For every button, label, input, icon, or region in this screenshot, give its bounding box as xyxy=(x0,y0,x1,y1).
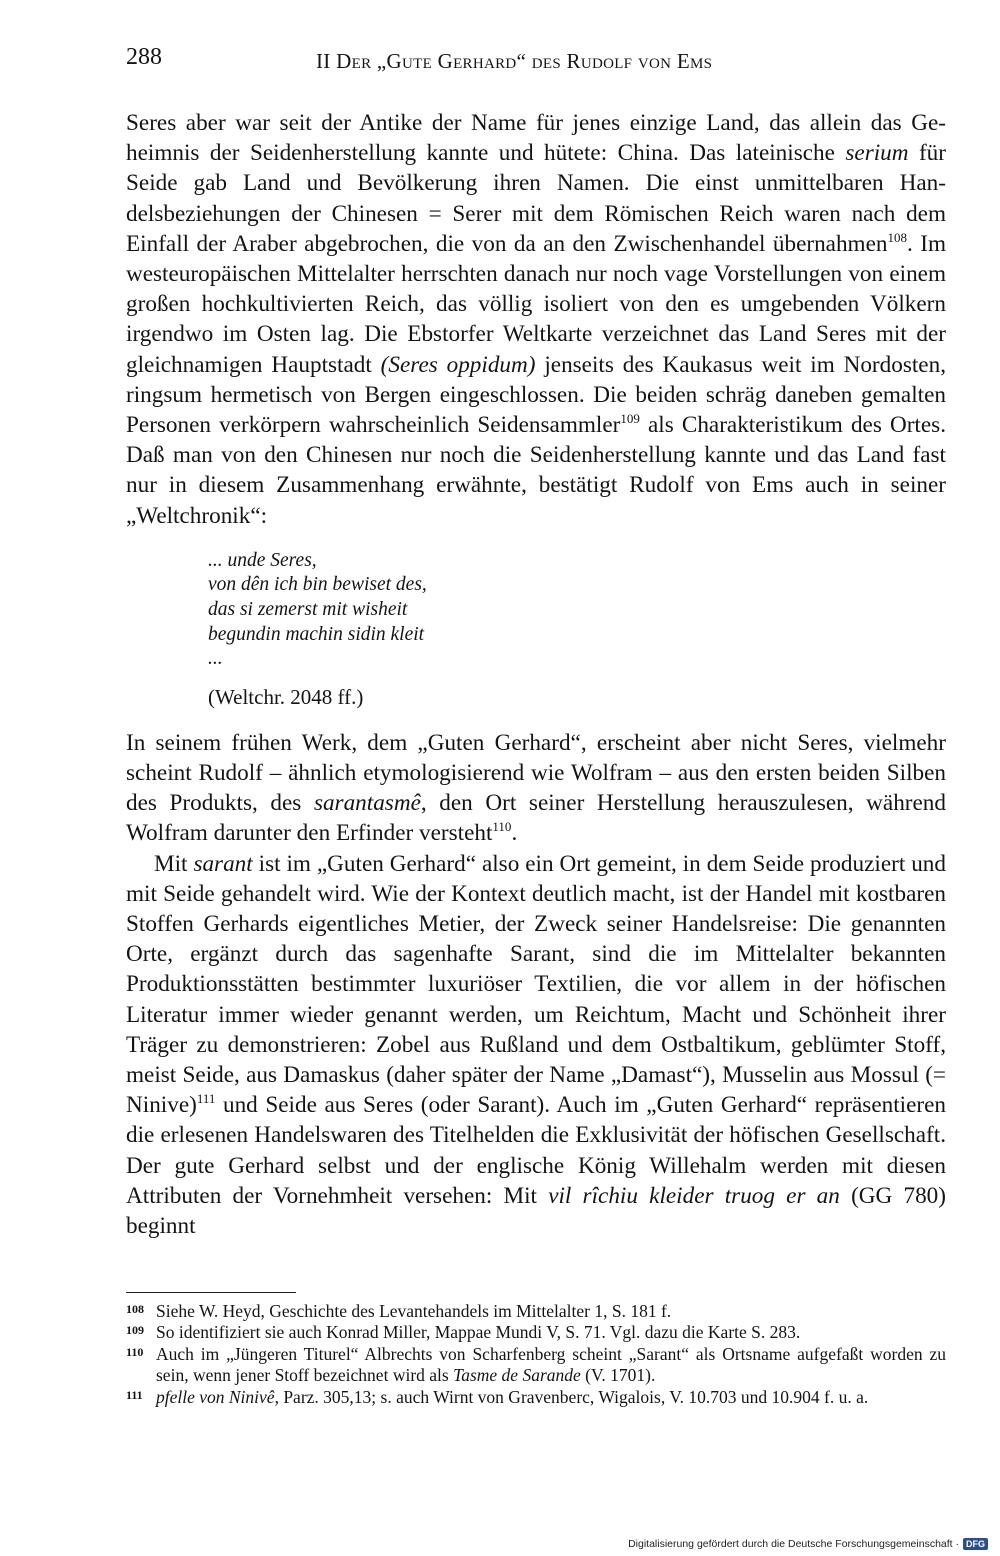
footnote-ref: 111 xyxy=(196,1091,216,1107)
text-run: Mit xyxy=(154,850,194,877)
footnote-ref: 109 xyxy=(620,411,640,427)
italic-text: Tasme de Sarande xyxy=(453,1365,581,1386)
verse-line: ... xyxy=(208,648,223,670)
text-run: als Charakteristikum des Ortes. Daß man von den Chinesen nur noch die Seidenherstellung kannte und das Land fast nur in diesem Zusammenhang erwähnte, bestätigt Rudolf von Ems auch in seiner „Weltchronik“: xyxy=(126,412,946,529)
footnote-number: 111 xyxy=(126,1387,143,1402)
text-run: (V. 1701). xyxy=(580,1365,656,1386)
text-run: ist im „Guten Gerhard“ also ein Ort gemeint, in dem Seide produziert und mit Seide gehandelt wird. Wie der Kontext deutlich macht, ist der Handel mit kostbaren Stoffen Gerhards eigentliches Metier, der Zweck seiner Handelsreise: Die genannten Orte, ergänzt durch das sagenhafte Sarant, sind die im Mittelalter bekannten Produktionsstätten bestimmter luxuriöser Textilien, die vor allem in der höfischen Literatur immer wieder genannt werden, um Reichtum, Macht und Schönheit ihrer Träger zu demonstrieren: Zobel aus Rußland und dem Ostbaltikum, geblümter Stoff, meist Seide, aus Damaskus (daher später der Name „Damast“), Musselin aus Mossul (= Ninive) xyxy=(126,850,946,1119)
verse-line: das si zemerst mit wisheit xyxy=(208,599,408,621)
verse-line: ... unde Seres, xyxy=(208,549,317,571)
footnotes xyxy=(126,1292,946,1408)
footnote-number: 108 xyxy=(126,1302,144,1316)
main-text xyxy=(126,108,946,1241)
footnote xyxy=(126,1322,946,1343)
quote-reference: (Weltchr. 2048 ff.) xyxy=(208,684,364,709)
text-run: So identifiziert sie auch Konrad Miller, Mappae Mundi V, S. 71. Vgl. dazu die Karte S. 283. xyxy=(156,1322,801,1343)
italic-text: vil rîchiu kleider truog er an xyxy=(548,1182,840,1209)
dfg-logo-icon: DFG xyxy=(963,1538,988,1550)
text-run: , Parz. 305,13; s. auch Wirnt von Gravenberc, Wigalois, V. 10.703 und 10.904 f. u. a. xyxy=(274,1386,869,1407)
italic-text: sarantasmê xyxy=(313,790,421,817)
footnote-number: 110 xyxy=(126,1344,144,1359)
dfg-funding-note xyxy=(628,1536,988,1552)
running-title: II Der „Gute Gerhard“ des Rudolf von Ems xyxy=(316,49,713,73)
footnote-rule xyxy=(126,1292,296,1293)
text-run: für Seide gab Land und Bevölkerung ihren Namen. Die einst unmittelbaren Handelsbeziehungen der Chinesen = Serer mit dem Römischen Reich waren nach dem Einfall der Araber abgebrochen, die von da an den Zwischenhandel übernahmen xyxy=(126,140,946,257)
verse-line: von dên ich bin bewiset des, xyxy=(208,574,427,596)
footnote-text xyxy=(156,1387,868,1407)
footnote-text xyxy=(156,1322,800,1342)
dfg-text: Digitalisierung gefördert durch die Deutsche Forschungsgemeinschaft · xyxy=(628,1538,959,1550)
running-header xyxy=(126,44,946,84)
text-run: jenseits des Kaukasus weit im Nordosten, ringsum hermetisch von Bergen eingeschlossen. Die beiden schräg daneben gemalten Personen verkörpern wahrscheinlich Seidensammler xyxy=(126,351,946,439)
footnote xyxy=(126,1387,946,1408)
footnote-ref: 108 xyxy=(887,229,907,245)
text-run: , den Ort seiner Herstellung herauszulesen, während Wolfram darunter den Erfinder versteht xyxy=(126,790,946,847)
italic-text: pfelle von Ninivê xyxy=(156,1386,275,1407)
text-run: Siehe W. Heyd, Geschichte des Levantehandels im Mittelalter 1, S. 181 f. xyxy=(156,1301,672,1321)
footnote-ref: 110 xyxy=(492,819,512,835)
footnote xyxy=(126,1344,946,1387)
verse-quote xyxy=(208,549,946,672)
footnote-number: 109 xyxy=(126,1323,144,1338)
page-number: 288 xyxy=(126,44,162,70)
italic-text: sarant xyxy=(193,850,253,877)
paragraph xyxy=(126,849,946,1242)
paragraph xyxy=(126,728,946,849)
text-run: . Im westeuropäischen Mittelalter herrschten danach nur noch vage Vorstellungen von einem großen hochkultivierten Reich, das völlig isoliert von den es umgebenden Völkern irgendwo im Osten lag. Die Ebstorfer Weltkarte verzeichnet das Land Seres mit der gleichnamigen Hauptstadt xyxy=(126,230,946,378)
verse-line: begundin machin sidin kleit xyxy=(208,623,425,645)
text-run: (GG 780) beginnt xyxy=(126,1182,946,1240)
footnote-text xyxy=(156,1301,671,1321)
text-run: und Seide aus Seres (oder Sarant). Auch im „Guten Gerhard“ repräsentieren die erlesenen Handelswaren des Titelhelden die Exklusivität der höfischen Gesellschaft. Der gute Gerhard selbst und der englische König Willehalm werden mit diesen Attributen der Vornehmheit versehen: Mit xyxy=(126,1092,946,1209)
italic-text: serium xyxy=(845,140,909,167)
footnote xyxy=(126,1301,946,1322)
paragraph xyxy=(126,108,946,531)
footnote-text xyxy=(156,1344,946,1385)
text-run: In seinem frühen Werk, dem „Guten Gerhard“, erscheint aber nicht Seres, vielmehr scheint Rudolf – ähnlich etymologisierend wie Wolfram – aus den ersten beiden Silben des Produkts, des xyxy=(126,729,946,817)
text-run: Auch im „Jüngeren Titurel“ Albrechts von Scharfenberg scheint „Sarant“ als Ortsname aufgefaßt worden zu sein, wenn jener Stoff bezeichnet wird als xyxy=(156,1343,946,1386)
text-run: . xyxy=(511,820,518,847)
text-run: Seres aber war seit der Antike der Name für jenes einzige Land, das allein das Geheimnis der Seidenherstellung kannte und hütete: China. Das lateinische xyxy=(126,110,946,167)
italic-text: (Seres oppidum) xyxy=(380,351,536,378)
